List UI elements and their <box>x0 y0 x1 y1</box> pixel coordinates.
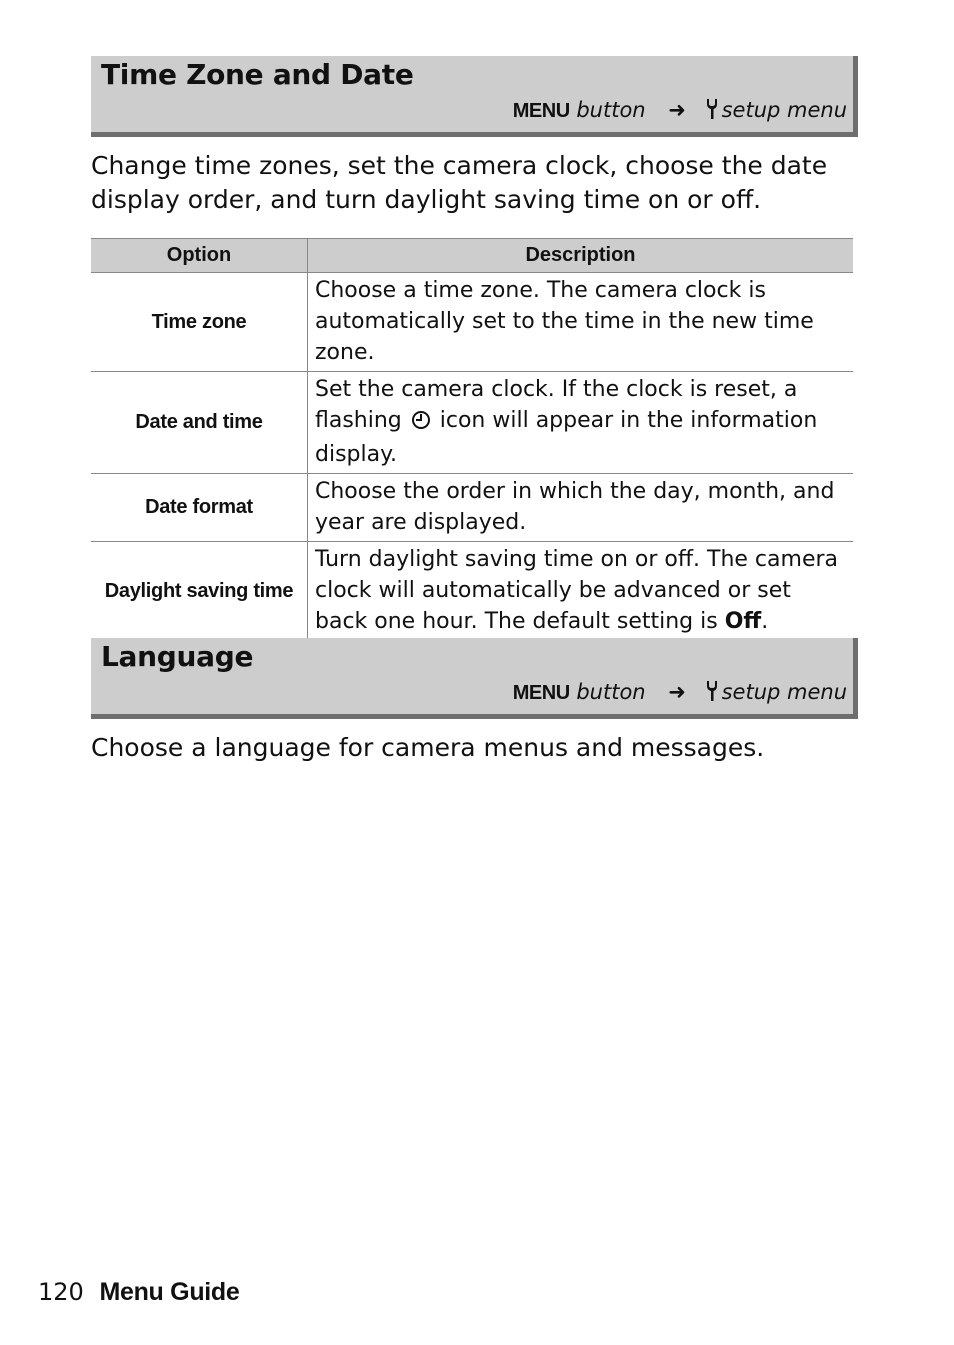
button-word: button <box>576 98 646 122</box>
description-text: Set the camera clock. If the clock is reset, a flashing <box>315 377 798 433</box>
menu-path <box>513 98 847 125</box>
section-header-language <box>91 638 858 719</box>
table-row <box>91 542 853 641</box>
menu-button-label: MENU <box>512 682 570 704</box>
description-cell <box>308 372 854 474</box>
header-description: Description <box>308 239 854 273</box>
table-row <box>91 273 853 372</box>
clock-icon <box>411 408 431 439</box>
default-value: Off <box>724 609 762 634</box>
section-header-time-zone <box>91 56 858 137</box>
arrow-icon: ➜ <box>668 98 686 122</box>
button-word: button <box>576 680 646 704</box>
table-row <box>91 372 853 474</box>
section-intro: Choose a language for camera menus and messages. <box>91 733 765 762</box>
description-cell: Choose a time zone. The camera clock is automatically set to the time in the new time zone. <box>308 273 854 372</box>
description-cell <box>308 542 854 641</box>
description-text: icon will appear in the information display. <box>315 408 818 467</box>
description-text: Turn daylight saving time on or off. The camera clock will automatically be advanced or set back one hour. The default setting is <box>315 547 839 634</box>
page-number: 120 <box>38 1278 84 1306</box>
option-cell: Daylight saving time <box>91 542 308 641</box>
chapter-title: Menu Guide <box>99 1278 240 1306</box>
option-cell: Date format <box>91 474 308 542</box>
menu-path <box>513 680 847 707</box>
header-option: Option <box>91 239 308 273</box>
setup-menu-label: setup menu <box>721 98 847 122</box>
table-row <box>91 474 853 542</box>
section-intro: Change time zones, set the camera clock, choose the date display order, and turn daylight saving time on or off. <box>91 151 828 214</box>
description-text: . <box>761 609 769 634</box>
options-table <box>91 238 853 641</box>
wrench-icon <box>705 98 719 125</box>
section-title: Language <box>101 640 254 673</box>
description-cell: Choose the order in which the day, month, and year are displayed. <box>308 474 854 542</box>
section-title: Time Zone and Date <box>101 58 414 91</box>
page-footer <box>38 1278 240 1307</box>
arrow-icon: ➜ <box>668 680 686 704</box>
setup-menu-label: setup menu <box>721 680 847 704</box>
option-cell: Date and time <box>91 372 308 474</box>
table-header-row <box>91 239 853 273</box>
wrench-icon <box>705 680 719 707</box>
menu-button-label: MENU <box>512 100 570 122</box>
option-cell: Time zone <box>91 273 308 372</box>
